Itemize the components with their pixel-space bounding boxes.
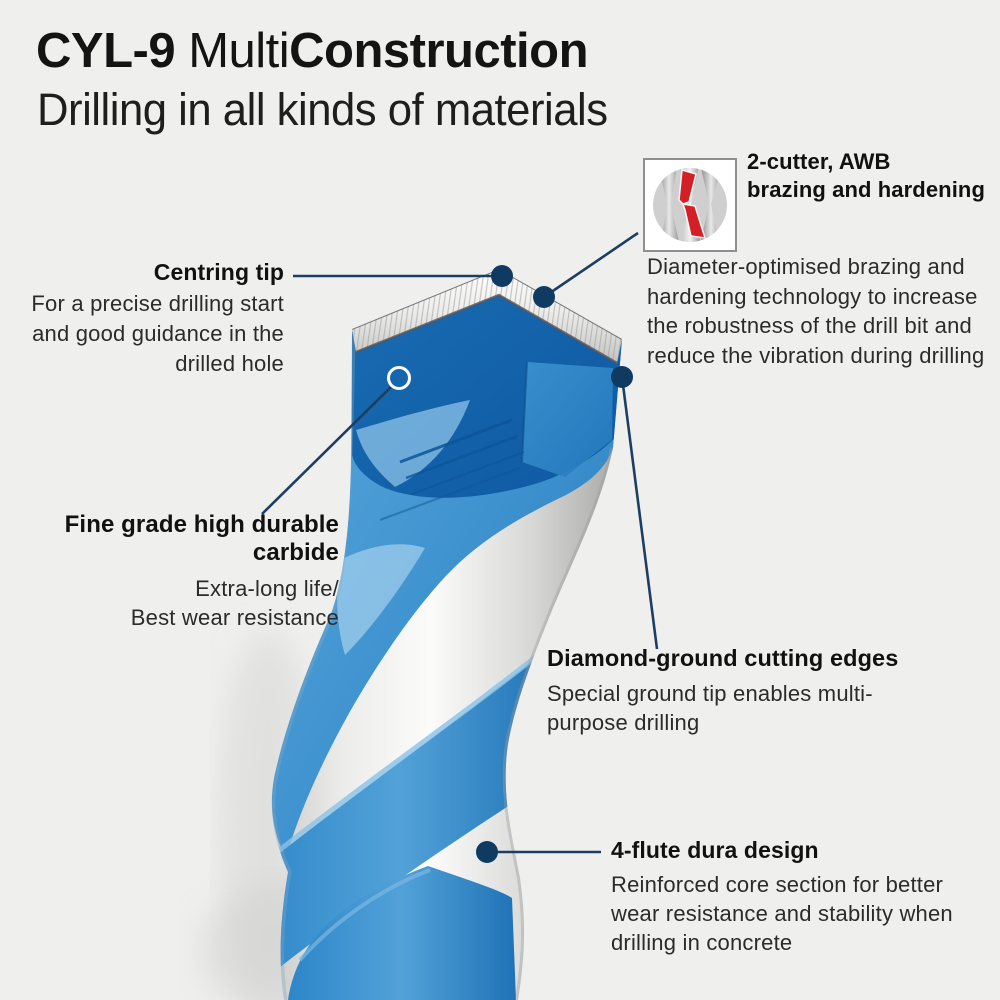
drill-cross-section-icon	[649, 164, 731, 246]
diamond-ground-title: Diamond-ground cutting edges	[547, 645, 899, 671]
four-flute-desc-line: wear resistance and stability when	[611, 901, 953, 926]
two-cutter-desc-line: Diameter-optimised brazing and	[647, 254, 965, 279]
diamond-ground-desc-line: purpose drilling	[547, 710, 700, 735]
carbide-title: Fine grade high durable carbide	[64, 511, 339, 566]
carbide-desc-line: Extra-long life/	[195, 576, 339, 601]
four-flute-title: 4-flute dura design	[611, 837, 819, 863]
four-flute-block	[611, 837, 971, 957]
diamond-ground-desc-line: Special ground tip enables multi-	[547, 681, 873, 706]
diamond-ground-block	[547, 645, 907, 737]
diamond-ground-line	[622, 377, 657, 649]
four-flute-desc-line: Reinforced core section for better	[611, 872, 944, 897]
centring-tip-title: Centring tip	[153, 259, 284, 285]
page-title-bold-2: Construction	[289, 24, 589, 78]
page-title-bold-1: CYL-9	[36, 24, 176, 78]
two-cutter-title	[747, 148, 985, 204]
centring-tip-desc-line: drilled hole	[175, 351, 284, 376]
carbide-block	[13, 511, 339, 632]
two-cutter-icon-box	[643, 158, 737, 252]
four-flute-dot	[476, 841, 498, 863]
page-title-regular: Multi	[175, 24, 290, 78]
two-cutter-description	[647, 252, 984, 370]
page-subtitle: Drilling in all kinds of materials	[37, 84, 608, 135]
two-cutter-dot	[533, 286, 555, 308]
page-title	[36, 22, 588, 80]
four-flute-desc-line: drilling in concrete	[611, 930, 793, 955]
centring-tip-dot	[491, 265, 513, 287]
two-cutter-title-line1: 2-cutter, AWB	[747, 149, 891, 174]
centring-tip-desc-line: For a precise drilling start	[31, 291, 284, 316]
centring-tip-desc-line: and good guidance in the	[32, 321, 284, 346]
two-cutter-line	[544, 233, 638, 297]
two-cutter-desc-line: hardening technology to increase	[647, 283, 978, 309]
centring-tip-block	[18, 259, 284, 379]
carbide-desc-line: Best wear resistance	[130, 605, 339, 630]
two-cutter-desc-line: the robustness of the drill bit and	[647, 313, 972, 338]
two-cutter-desc-line: reduce the vibration during drilling	[647, 342, 985, 368]
two-cutter-title-line2: brazing and hardening	[747, 177, 985, 202]
diamond-ground-dot	[611, 366, 633, 388]
